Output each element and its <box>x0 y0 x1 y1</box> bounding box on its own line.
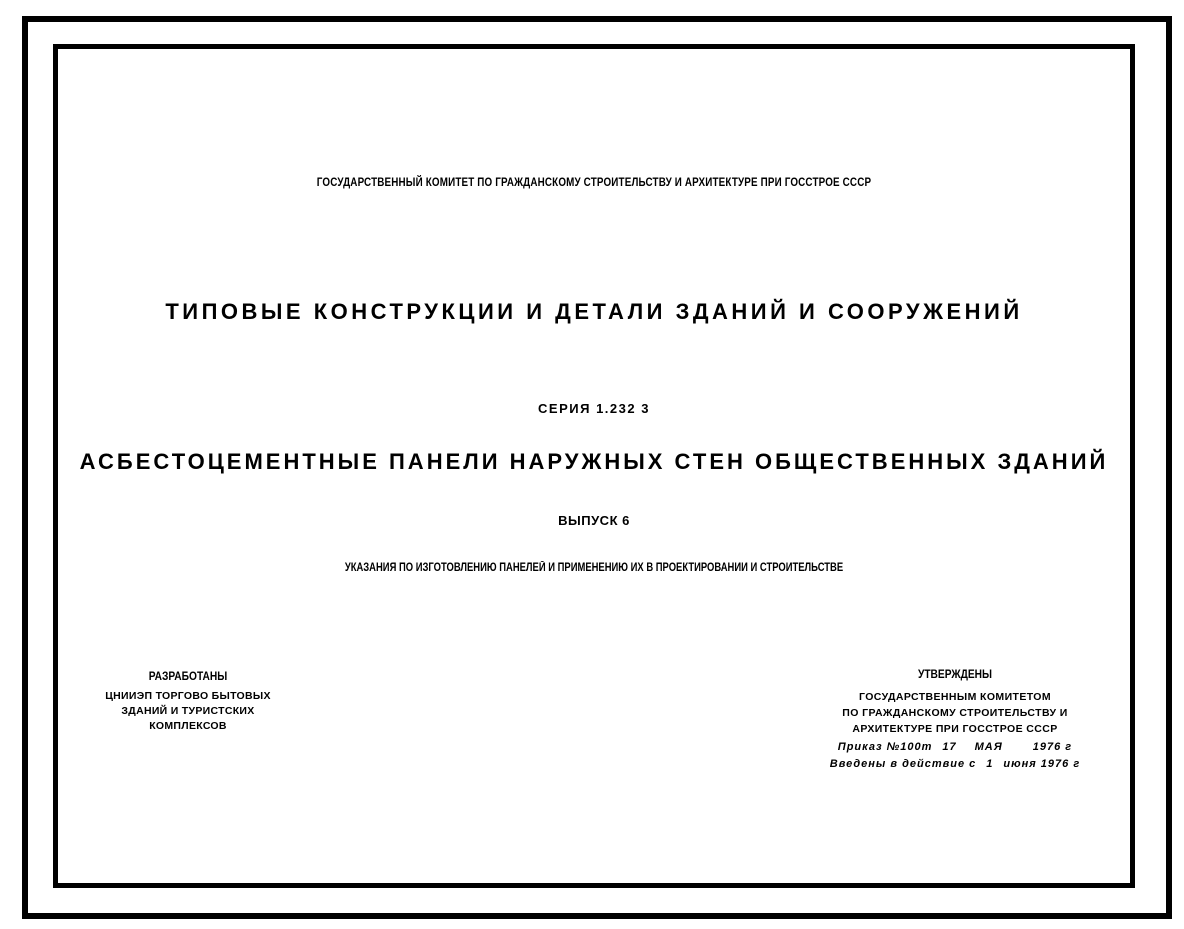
order-label: Приказ № <box>837 741 901 753</box>
developed-line: ЦНИИЭП ТОРГОВО БЫТОВЫХ <box>105 690 271 702</box>
effective-label: Введены в действие с <box>829 758 977 770</box>
order-number: 100т <box>900 741 933 753</box>
developed-by-block <box>78 669 298 734</box>
order-day: 17 <box>942 741 957 753</box>
series-label: СЕРИЯ 1.232 3 <box>538 401 650 416</box>
committee-header: ГОСУДАРСТВЕННЫЙ КОМИТЕТ ПО ГРАЖДАНСКОМУ СТРОИТЕЛЬСТВУ И АРХИТЕКТУРЕ ПРИ ГОССТРОЕ СССР <box>316 175 872 189</box>
subject-title: АСБЕСТОЦЕМЕНТНЫЕ ПАНЕЛИ НАРУЖНЫХ СТЕН ОБЩЕСТВЕННЫХ ЗДАНИЙ <box>79 449 1109 474</box>
order-line <box>800 739 1110 756</box>
developed-organization <box>78 689 298 734</box>
effective-date-line <box>800 756 1110 773</box>
developed-line: КОМПЛЕКСОВ <box>149 720 227 732</box>
inner-frame <box>53 44 1135 888</box>
approved-line: АРХИТЕКТУРЕ ПРИ ГОССТРОЕ СССР <box>852 723 1058 735</box>
instructions-subtitle: УКАЗАНИЯ ПО ИЗГОТОВЛЕНИЮ ПАНЕЛЕЙ И ПРИМЕНЕНИЮ ИХ В ПРОЕКТИРОВАНИИ И СТРОИТЕЛЬСТВЕ <box>344 562 844 574</box>
issue-label: ВЫПУСК 6 <box>558 513 630 528</box>
developed-heading: РАЗРАБОТАНЫ <box>148 669 228 683</box>
effective-month-year: июня 1976 г <box>1003 758 1081 770</box>
approved-authority <box>800 689 1110 737</box>
order-year: 1976 г <box>1032 741 1073 753</box>
developed-line: ЗДАНИЙ И ТУРИСТСКИХ <box>121 705 255 717</box>
approved-by-block <box>800 667 1110 773</box>
order-month: МАЯ <box>974 741 1003 753</box>
approved-line: ПО ГРАЖДАНСКОМУ СТРОИТЕЛЬСТВУ И <box>842 707 1068 719</box>
approved-line: ГОСУДАРСТВЕННЫМ КОМИТЕТОМ <box>858 691 1051 703</box>
approved-heading: УТВЕРЖДЕНЫ <box>917 667 993 681</box>
main-title: ТИПОВЫЕ КОНСТРУКЦИИ И ДЕТАЛИ ЗДАНИЙ И СООРУЖЕНИЙ <box>165 299 1023 324</box>
effective-day: 1 <box>986 758 994 770</box>
